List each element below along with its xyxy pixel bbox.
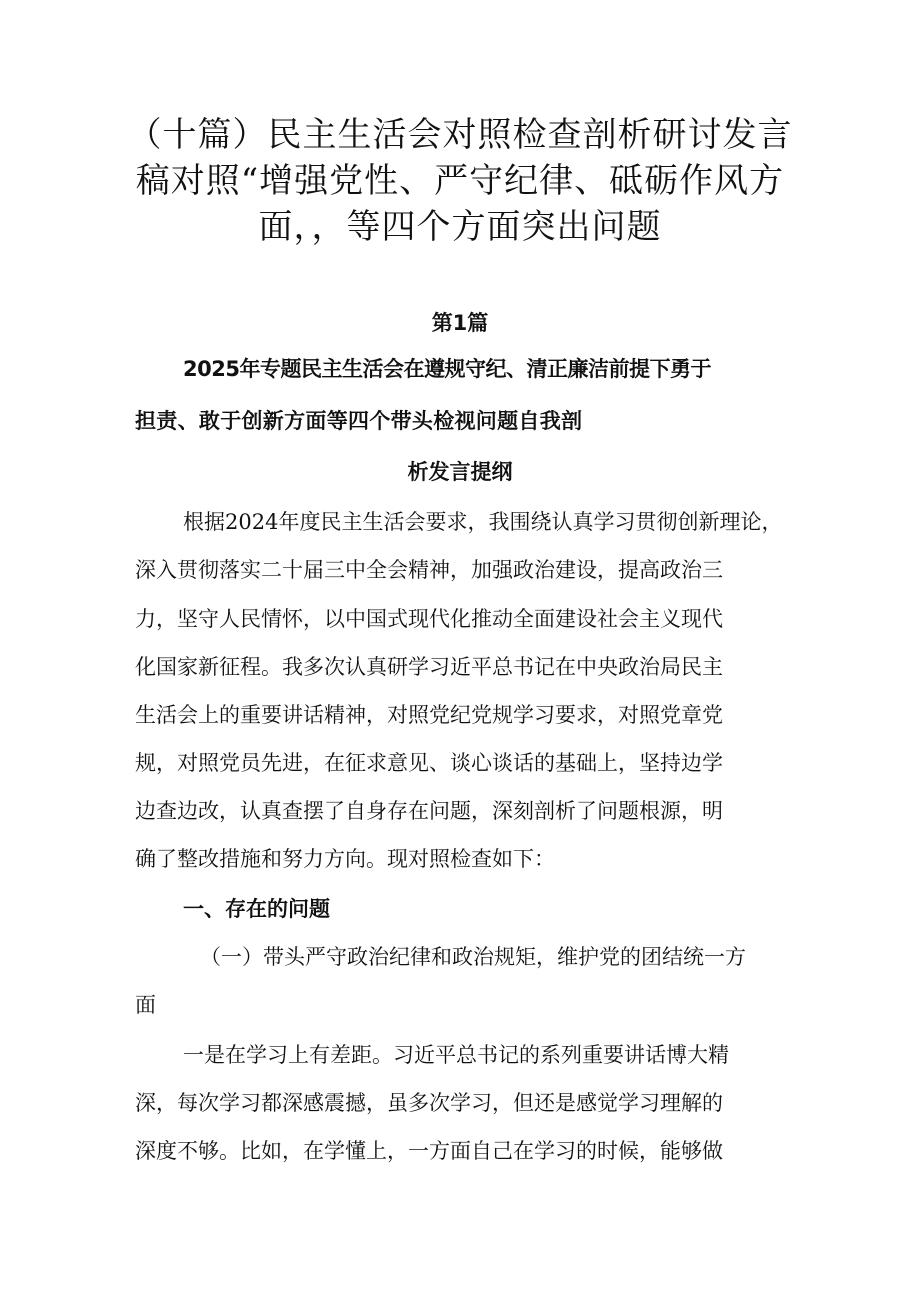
intro-line: 规，对照党员先进，在征求意见、谈心谈话的基础上，坚持边学 [135, 751, 723, 775]
subsection-line: （一）带头严守政治纪律和政治规矩，维护党的团结统一方 [200, 945, 746, 969]
title-line: 面，，等四个方面突出问题 [258, 207, 662, 247]
intro-line: 力，坚守人民情怀，以中国式现代化推动全面建设社会主义现代 [135, 607, 723, 631]
section-heading: 一、存在的问题 [183, 897, 330, 921]
subsection-line: 面 [135, 993, 156, 1017]
part-label: 第1篇 [431, 311, 489, 335]
intro-line: 根据2024年度民主生活会要求，我围绕认真学习贯彻创新理论， [183, 510, 783, 534]
intro-line: 确了整改措施和努力方向。现对照检查如下： [135, 847, 555, 871]
intro-line: 化国家新征程。我多次认真研学习近平总书记在中央政治局民主 [135, 655, 723, 679]
intro-line: 生活会上的重要讲话精神，对照党纪党规学习要求，对照党章党 [135, 703, 723, 727]
title-line: （十篇）民主生活会对照检查剖析研讨发言 [127, 115, 793, 155]
document-title [120, 112, 800, 250]
paragraph-line: 深度不够。比如，在学懂上，一方面自己在学习的时候，能够做 [135, 1139, 723, 1163]
subtitle-line: 担责、敢于创新方面等四个带头检视问题自我剖 [135, 409, 583, 433]
paragraph-line: 深，每次学习都深感震撼，虽多次学习，但还是感觉学习理解的 [135, 1091, 723, 1115]
intro-line: 深入贯彻落实二十届三中全会精神，加强政治建设，提高政治三 [135, 558, 723, 582]
intro-line: 边查边改，认真查摆了自身存在问题，深刻剖析了问题根源，明 [135, 799, 723, 823]
paragraph-line: 一是在学习上有差距。习近平总书记的系列重要讲话博大精 [183, 1043, 729, 1067]
subtitle-line: 2025年专题民主生活会在遵规守纪、清正廉洁前提下勇于 [183, 357, 711, 381]
title-line: 稿对照“增强党性、严守纪律、砥砺作风方 [135, 161, 785, 201]
subtitle-line: 析发言提纲 [407, 460, 513, 484]
